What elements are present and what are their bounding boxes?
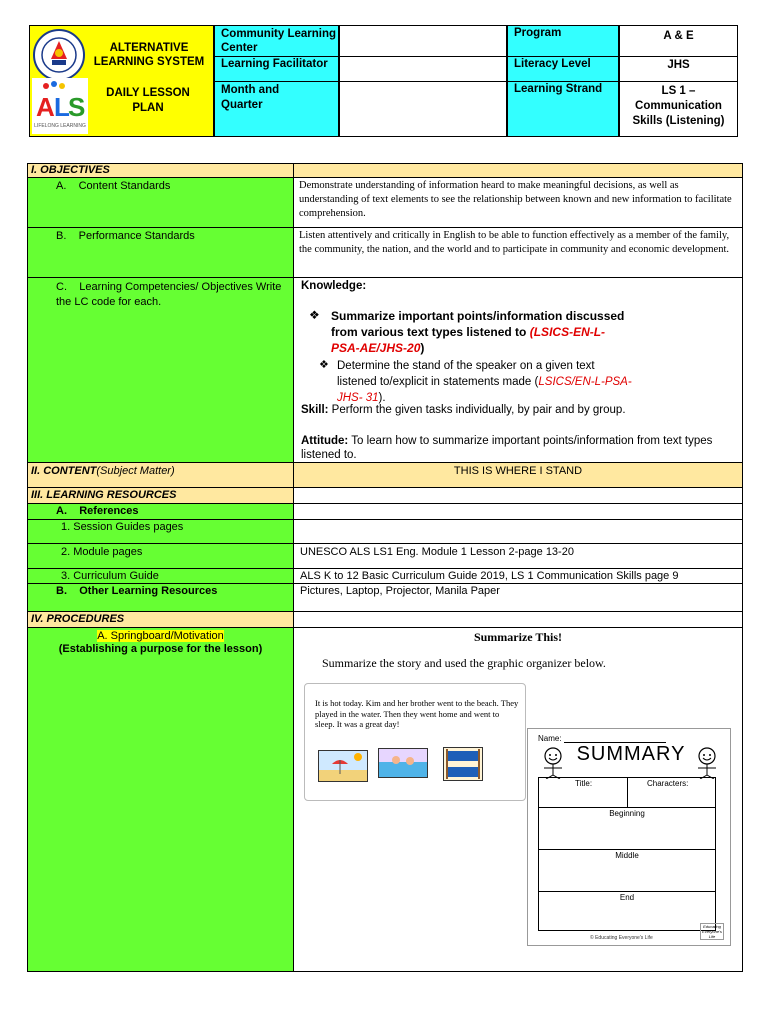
- bullet1-text: Summarize important points/information discussed from various text types listened to: [331, 309, 625, 339]
- bullet2-close: ).: [378, 392, 386, 404]
- curriculum-value-cell: [293, 568, 743, 584]
- daily-lesson-plan-title: DAILY LESSON PLAN: [106, 87, 190, 114]
- program-label-cell: [507, 25, 619, 57]
- content-value-cell: [293, 462, 743, 488]
- module-label-cell: [27, 543, 294, 569]
- organizer-end-label: End: [619, 893, 635, 902]
- springboard-subtitle: (Establishing a purpose for the lesson): [58, 643, 263, 655]
- svg-text:A: A: [36, 92, 55, 122]
- objectives-section-title: I. OBJECTIVES: [31, 164, 110, 176]
- curriculum-value: ALS K to 12 Basic Curriculum Guide 2019, LS 1 Communication Skills page 9: [300, 570, 679, 582]
- content-section-title: [31, 465, 175, 477]
- program-value: A & E: [663, 30, 694, 42]
- content-value: THIS IS WHERE I STAND: [453, 465, 583, 477]
- literacy-label: Literacy Level: [514, 58, 591, 70]
- content-section-title-text: II. CONTENT: [31, 465, 97, 477]
- stick-figure-right-icon: [694, 747, 720, 779]
- bullet1: [331, 308, 631, 356]
- module-value: UNESCO ALS LS1 Eng. Module 1 Lesson 2-page 13-20: [300, 546, 574, 558]
- other-resources-label: B. Other Learning Resources: [56, 585, 218, 597]
- organizer-footer: © Educating Everyone's Life: [590, 935, 653, 941]
- session-label-cell: [27, 519, 294, 544]
- content-standards-cell: [293, 177, 743, 228]
- activity-title: Summarize This!: [473, 630, 563, 644]
- strand-value: LS 1 – Communication Skills (Listening): [632, 85, 725, 127]
- module-label: 2. Module pages: [61, 546, 143, 558]
- competencies-label-cell: [27, 277, 294, 463]
- svg-text:L: L: [54, 92, 70, 122]
- other-resources-value: Pictures, Laptop, Projector, Manila Paper: [300, 585, 500, 597]
- strand-label-cell: [507, 81, 619, 137]
- bullet2-open: (: [534, 376, 539, 388]
- month-label: Month and Quarter: [221, 84, 280, 111]
- procedures-header-left: [27, 611, 294, 628]
- performance-cell: [293, 227, 743, 278]
- bullet1-close: ): [420, 341, 425, 355]
- springboard-label: [28, 630, 293, 656]
- springboard-content-cell: [293, 627, 743, 972]
- beach-picture-icon: [318, 750, 368, 782]
- curriculum-label: 3. Curriculum Guide: [61, 570, 159, 582]
- literacy-value: JHS: [667, 59, 690, 71]
- objectives-header-left: [27, 163, 294, 178]
- facilitator-label-cell: [214, 56, 339, 82]
- organizer-row-divider: [627, 778, 628, 808]
- clc-label-cell: [214, 25, 339, 57]
- other-resources-label-cell: [27, 583, 294, 612]
- skill-line: [301, 404, 741, 416]
- deped-seal-icon: [32, 28, 86, 82]
- bullet2-text: Determine the stand of the speaker on a given text listened to/explicit in statements made: [337, 360, 595, 388]
- springboard-label-cell: [27, 627, 294, 972]
- attitude-text: To learn how to summarize important points/information from text types listened to.: [301, 435, 713, 461]
- organizer-characters-label: Characters:: [647, 779, 689, 788]
- content-header-left: [27, 462, 294, 488]
- bullet1-code: (LSICS-EN-L-PSA-AE/JHS-20: [331, 325, 606, 355]
- organizer-badge: Educating Everyone's Life: [700, 923, 724, 940]
- content-section-subtitle: (Subject Matter): [96, 465, 175, 477]
- references-value-cell: [293, 503, 743, 520]
- svg-text:S: S: [68, 92, 86, 122]
- facilitator-value-cell[interactable]: [339, 56, 507, 82]
- references-label-cell: [27, 503, 294, 520]
- diamond-bullet-icon: ❖: [309, 308, 320, 322]
- organizer-middle-label: Middle: [615, 851, 639, 860]
- organizer-title: SUMMARY: [576, 743, 686, 765]
- resources-header-left: [27, 487, 294, 504]
- curriculum-label-cell: [27, 568, 294, 584]
- als-title: ALTERNATIVE LEARNING SYSTEM: [93, 42, 205, 68]
- summary-organizer: [527, 728, 731, 946]
- attitude-line: [301, 434, 741, 462]
- objectives-header-right: [293, 163, 743, 178]
- month-value-cell[interactable]: [339, 81, 507, 137]
- content-standards-text: Demonstrate understanding of information heard to make meaningful decisions, as well as understanding of text elements to see the relationship between known and new information to facilitate comprehension.: [299, 180, 732, 219]
- knowledge-label: Knowledge:: [301, 280, 367, 292]
- program-value-cell: [619, 25, 738, 57]
- strand-value-cell: [619, 81, 738, 137]
- skill-label: Skill:: [301, 404, 329, 416]
- other-resources-value-cell: [293, 583, 743, 612]
- springboard-title: A. Springboard/Motivation: [97, 630, 224, 642]
- performance-label: B. Performance Standards: [56, 230, 195, 242]
- competencies-label: C. Learning Competencies/ Objectives Write the LC code for each.: [56, 281, 285, 308]
- procedures-header-right: [293, 611, 743, 628]
- module-value-cell: [293, 543, 743, 569]
- session-value-cell: [293, 519, 743, 544]
- als-logo-tagline: LIFELONG LEARNING: [34, 123, 86, 129]
- content-standards-label-cell: [27, 177, 294, 228]
- als-logo: [32, 78, 88, 134]
- performance-label-cell: [27, 227, 294, 278]
- skill-text: Perform the given tasks individually, by pair and by group.: [328, 404, 626, 416]
- competencies-cell: [293, 277, 743, 463]
- literacy-label-cell: [507, 56, 619, 82]
- bullet2-code: LSICS/EN-L-PSA-JHS- 31: [337, 376, 632, 404]
- attitude-label: Attitude:: [301, 435, 349, 447]
- clc-value-cell[interactable]: [339, 25, 507, 57]
- literacy-value-cell: [619, 56, 738, 82]
- content-standards-label: A. Content Standards: [56, 180, 171, 192]
- clc-label: Community Learning Center: [221, 28, 337, 54]
- organizer-title-label: Title:: [575, 779, 593, 788]
- organizer-table: [538, 777, 716, 931]
- performance-text: Listen attentively and critically in English to be able to function effectively as a member of the family, the community, the nation, and the world and to participate in community and economic development.: [299, 230, 730, 255]
- sleeping-picture-icon: [443, 747, 483, 781]
- resources-header-right: [293, 487, 743, 504]
- header-left-panel: [29, 25, 214, 137]
- resources-section-title: III. LEARNING RESOURCES: [31, 489, 177, 501]
- month-label-cell: [214, 81, 339, 137]
- facilitator-label: Learning Facilitator: [221, 58, 328, 70]
- bullet2: [337, 358, 637, 406]
- session-label: 1. Session Guides pages: [61, 521, 184, 533]
- stick-figure-left-icon: [540, 747, 566, 779]
- activity-instruction: Summarize the story and used the graphic organizer below.: [322, 656, 606, 670]
- program-label: Program: [514, 27, 562, 39]
- organizer-name-label: Name:: [538, 734, 562, 743]
- swimming-picture-icon: [378, 748, 428, 778]
- references-label: A. References: [56, 505, 139, 517]
- diamond-bullet-icon: ❖: [319, 359, 329, 371]
- procedures-section-title: IV. PROCEDURES: [31, 613, 125, 625]
- story-card: [304, 683, 526, 801]
- als-logo-icon: [32, 78, 88, 122]
- organizer-beginning-label: Beginning: [609, 809, 645, 818]
- story-text: It is hot today. Kim and her brother went to the beach. They played in the water. Then they went home and went to sleep. It was a great day!: [315, 698, 519, 729]
- strand-label: Learning Strand: [514, 83, 603, 95]
